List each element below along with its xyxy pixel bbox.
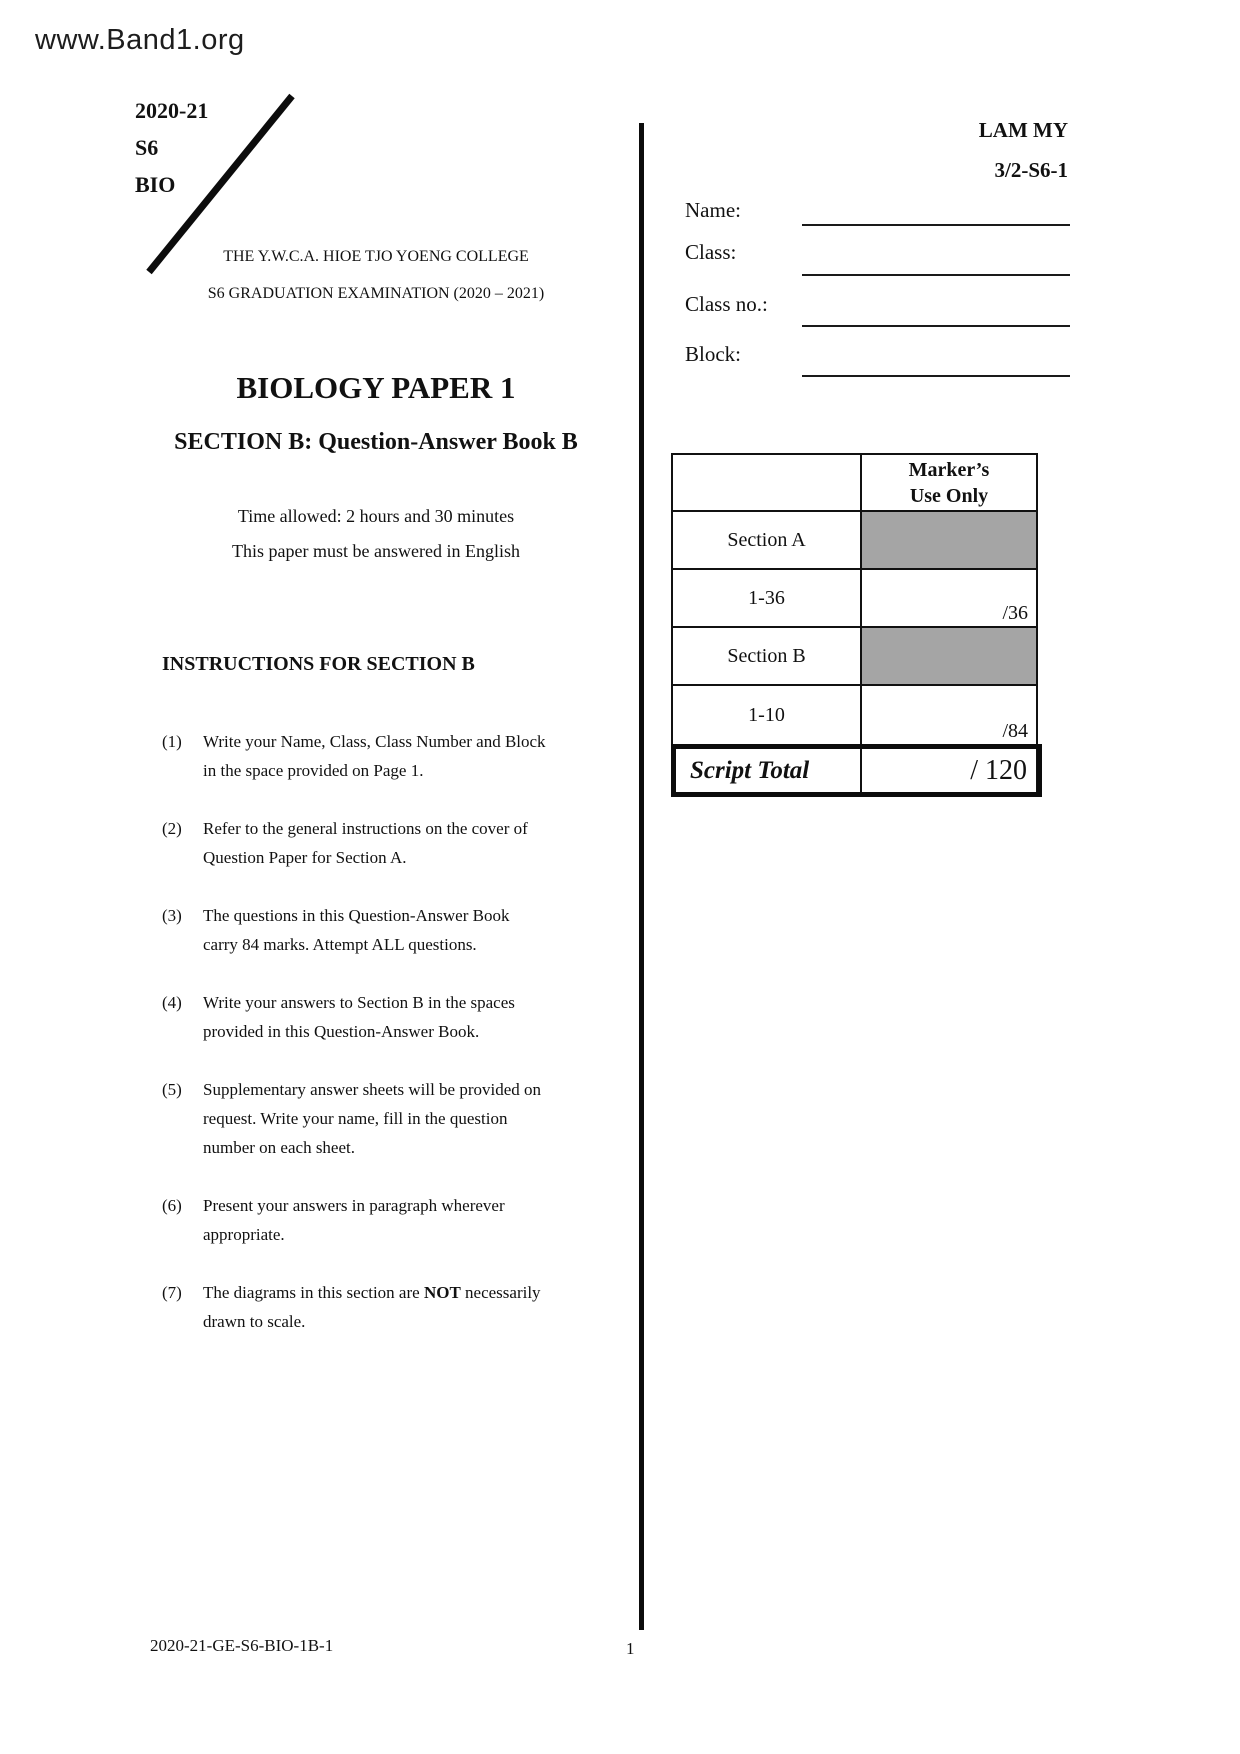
instruction-text: Refer to the general instructions on the cover of Question Paper for Section A. xyxy=(203,819,528,867)
questions-1-10-label: 1-10 xyxy=(673,686,862,744)
instruction-item-2 xyxy=(162,814,602,872)
instruction-item-4 xyxy=(162,988,602,1046)
column-divider-line xyxy=(639,123,644,1630)
questions-1-36-row xyxy=(673,570,1036,628)
instruction-number: (4) xyxy=(162,993,182,1012)
instructions-list xyxy=(162,727,602,1365)
instruction-number: (3) xyxy=(162,906,182,925)
paper-title: BIOLOGY PAPER 1 xyxy=(236,370,516,405)
instructions-heading: INSTRUCTIONS FOR SECTION B xyxy=(162,653,475,675)
instruction-item-3 xyxy=(162,901,602,959)
instruction-text: Supplementary answer sheets will be provided on request. Write your name, fill in the question number on each sheet. xyxy=(203,1080,542,1157)
marker-table-corner-cell xyxy=(673,455,862,510)
instruction-text: Write your Name, Class, Class Number and Block in the space provided on Page 1. xyxy=(203,732,546,780)
block-input-line[interactable] xyxy=(802,375,1070,377)
script-total-row xyxy=(671,744,1042,797)
name-field-label: Name: xyxy=(685,198,741,222)
exam-code-year: 2020-21 xyxy=(135,98,209,123)
instruction-text: The questions in this Question-Answer Book carry 84 marks. Attempt ALL questions. xyxy=(203,906,510,954)
college-name: THE Y.W.C.A. HIOE TJO YOENG COLLEGE xyxy=(223,248,529,265)
instruction-item-6 xyxy=(162,1191,602,1249)
instruction-text: The diagrams in this section are NOT necessarily drawn to scale. xyxy=(203,1283,541,1331)
bold-not: NOT xyxy=(423,1283,461,1302)
watermark: www.Band1.org xyxy=(35,24,245,56)
script-total-label: Script Total xyxy=(676,749,862,792)
section-a-row xyxy=(673,512,1036,570)
instruction-number: (6) xyxy=(162,1196,182,1215)
instruction-text: Present your answers in paragraph wherever appropriate. xyxy=(203,1196,505,1244)
class-no-field-label: Class no.: xyxy=(685,292,768,316)
language-note: This paper must be answered in English xyxy=(232,541,520,561)
footer-doc-code: 2020-21-GE-S6-BIO-1B-1 xyxy=(150,1636,334,1655)
class-field-label: Class: xyxy=(685,240,737,264)
instruction-number: (7) xyxy=(162,1283,182,1302)
exam-code-subject: BIO xyxy=(135,172,176,197)
marker-use-only-header: Marker’s Use Only xyxy=(908,458,990,507)
instruction-text: Write your answers to Section B in the spaces provided in this Question-Answer Book. xyxy=(203,993,515,1041)
class-no-input-line[interactable] xyxy=(802,325,1070,327)
section-b-label: Section B xyxy=(673,628,862,684)
marker-table xyxy=(671,453,1038,797)
instruction-number: (1) xyxy=(162,732,182,751)
max-mark-84: /84 xyxy=(1002,720,1028,742)
block-field-label: Block: xyxy=(685,342,741,366)
time-allowed: Time allowed: 2 hours and 30 minutes xyxy=(237,506,515,526)
exam-code-level: S6 xyxy=(135,135,159,160)
instruction-number: (2) xyxy=(162,819,182,838)
marker-name: LAM MY xyxy=(978,118,1068,142)
section-a-shaded-cell xyxy=(862,512,1036,568)
instruction-item-7 xyxy=(162,1278,602,1336)
exam-name: S6 GRADUATION EXAMINATION (2020 – 2021) xyxy=(207,285,545,302)
instruction-item-5 xyxy=(162,1075,602,1162)
marker-table-header-row xyxy=(673,455,1036,512)
instruction-number: (5) xyxy=(162,1080,182,1099)
section-a-label: Section A xyxy=(673,512,862,568)
name-input-line[interactable] xyxy=(802,224,1070,226)
instruction-item-1 xyxy=(162,727,602,785)
page-number: 1 xyxy=(626,1639,635,1658)
script-total-value: / 120 xyxy=(970,754,1027,786)
paper-reference: 3/2-S6-1 xyxy=(994,158,1068,182)
questions-1-10-score-cell xyxy=(862,686,1036,744)
class-input-line[interactable] xyxy=(802,274,1070,276)
questions-1-36-score-cell xyxy=(862,570,1036,626)
section-b-shaded-cell xyxy=(862,628,1036,684)
max-mark-36: /36 xyxy=(1002,602,1028,624)
questions-1-10-row xyxy=(673,686,1036,744)
questions-1-36-label: 1-36 xyxy=(673,570,862,626)
section-subtitle: SECTION B: Question-Answer Book B xyxy=(174,429,578,455)
section-b-row xyxy=(673,628,1036,686)
